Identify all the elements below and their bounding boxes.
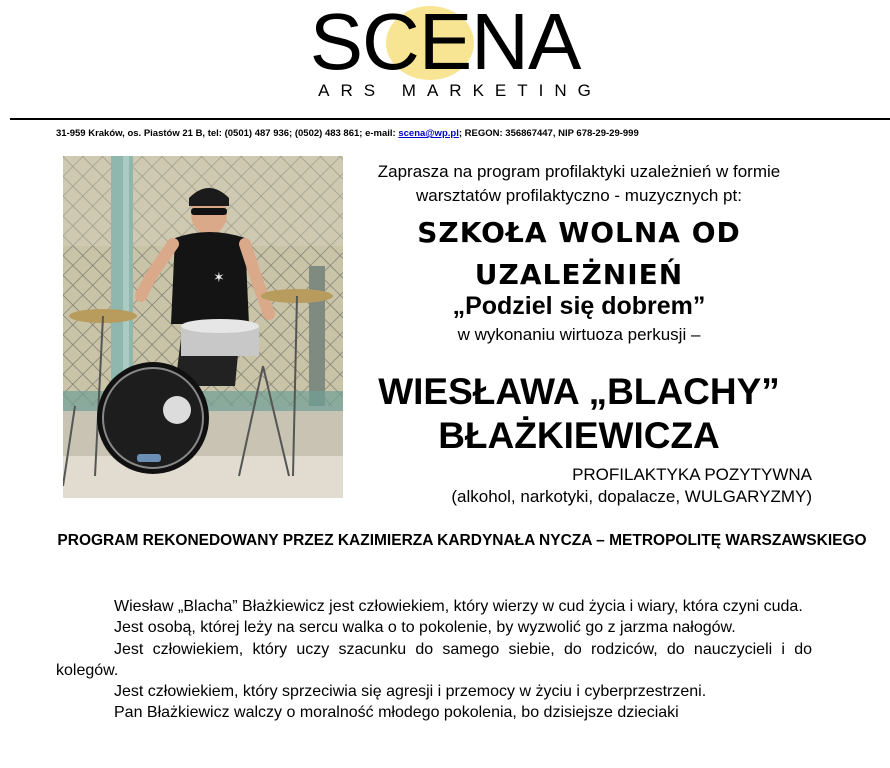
logo-subtitle: ARS MARKETING <box>318 81 602 100</box>
performer-intro: w wykonaniu wirtuoza perkusji – <box>457 325 701 344</box>
address-line <box>56 128 639 139</box>
header-divider <box>10 118 890 120</box>
paragraph: Jest osobą, której leży na sercu walka o to pokolenie, by wyzwolić go z jarzma nałogów. <box>114 619 736 637</box>
logo-title: SCENA <box>309 0 581 86</box>
paragraph: Pan Błażkiewicz walczy o moralność młodego pokolenia, bo dzisiejsze dzieciaki <box>114 704 679 722</box>
program-subtitle: „Podziel się dobrem” <box>452 292 706 320</box>
address-prefix: 31-959 Kraków, os. Piastów 21 B, tel: (0501) 487 936; (0502) 483 861; e-mail: <box>56 128 399 139</box>
recommendation-heading: PROGRAM REKONEDOWANY PRZEZ KAZIMIERZA KARDYNAŁA NYCZA – METROPOLITĘ WARSZAWSKIEGO <box>57 532 867 549</box>
body-text <box>56 596 812 724</box>
svg-text:✶: ✶ <box>213 270 225 286</box>
intro-text: Zaprasza na program profilaktyki uzależnień w formie warsztatów profilaktyczno - muzycznych pt: <box>377 162 781 205</box>
paragraph: Wiesław „Blacha” Błażkiewicz jest człowiekiem, który wierzy w cud życia i wiary, która czyni cuda. <box>114 598 803 615</box>
email-link[interactable]: scena@wp.pl <box>398 128 459 139</box>
paragraph: Jest człowiekiem, który uczy szacunku do samego siebie, do rodziców, do nauczycieli i do kolegów. <box>56 640 812 679</box>
program-name: SZKOŁA WOLNA OD UZALEŻNIEŃ <box>417 216 741 291</box>
address-suffix: ; REGON: 356867447, NIP 678-29-29-999 <box>458 128 639 139</box>
performer-name: WIESŁAWA „BLACHY” BŁAŻKIEWICZA <box>378 371 780 456</box>
prevention-topics: (alkohol, narkotyki, dopalacze, WULGARYZMY) <box>451 487 812 506</box>
drummer-photo <box>63 156 343 498</box>
paragraph: Jest człowiekiem, który sprzeciwia się agresji i przemocy w życiu i cyberprzestrzeni. <box>114 683 707 701</box>
prevention-heading: PROFILAKTYKA POZYTYWNA <box>572 465 812 484</box>
